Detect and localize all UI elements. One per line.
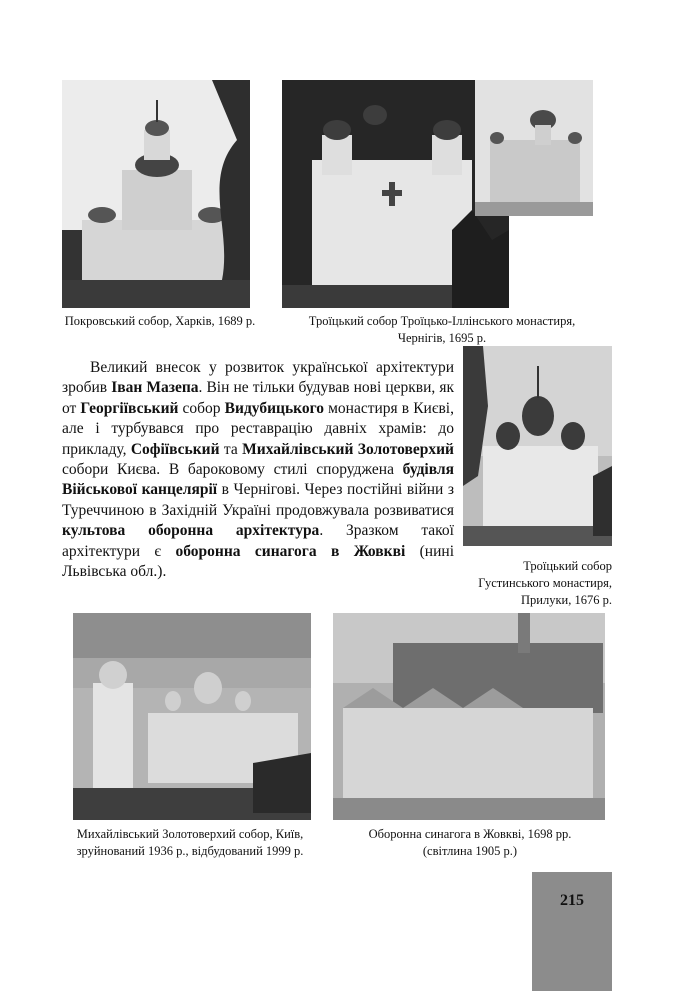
body-paragraph: Великий внесок у розвиток української архітектури зробив Іван Мазепа. Він не тільки будував нові церкви, як от Георгіївський собор Видубицького монастиря в Києві, але і турбувався про реставрацію давніх храмів: до прикладу, Софіївський та Михайлівський Золотоверхий собори Києва. В бароковому стилі споруджена будівля Військової канцелярії в Чернігові. Через постійні війни з Туреччиною в Західній Україні продовжувала розвиватися культова оборонна архітектура. Зразком такої архітектури є оборонна синагога в Жовкві (нині Львівська обл.). [62, 359, 454, 581]
caption-synagogue: Оборонна синагога в Жовкві, 1698 рр. (світлина 1905 р.) [368, 827, 572, 858]
photo-zhovkva-synagogue [333, 613, 605, 820]
caption-mykhailivsky: Михайлівський Золотоверхий собор, Київ, зруйнований 1936 р., відбудований 1999 р. [76, 827, 304, 858]
photo-pokrovsky-cathedral [62, 80, 250, 308]
page-number: 215 [560, 892, 584, 909]
photo-mykhailivsky-cathedral [73, 613, 311, 820]
caption-gustyn: Троїцький собор Густинського монастиря, Прилуки, 1676 р. [478, 559, 612, 607]
caption-pokrovsky: Покровський собор, Харків, 1689 р. [64, 314, 256, 328]
photo-troitsky-cathedral-inset [475, 80, 593, 216]
bold-ivan-mazepa: Іван Мазепа [111, 379, 199, 397]
caption-troitsky-chernihiv: Троїцький собор Троїцько-Іллінського монастиря, Чернігів, 1695 р. [308, 314, 576, 345]
photo-gustyn-cathedral [463, 346, 612, 546]
page-number-box [532, 872, 612, 991]
